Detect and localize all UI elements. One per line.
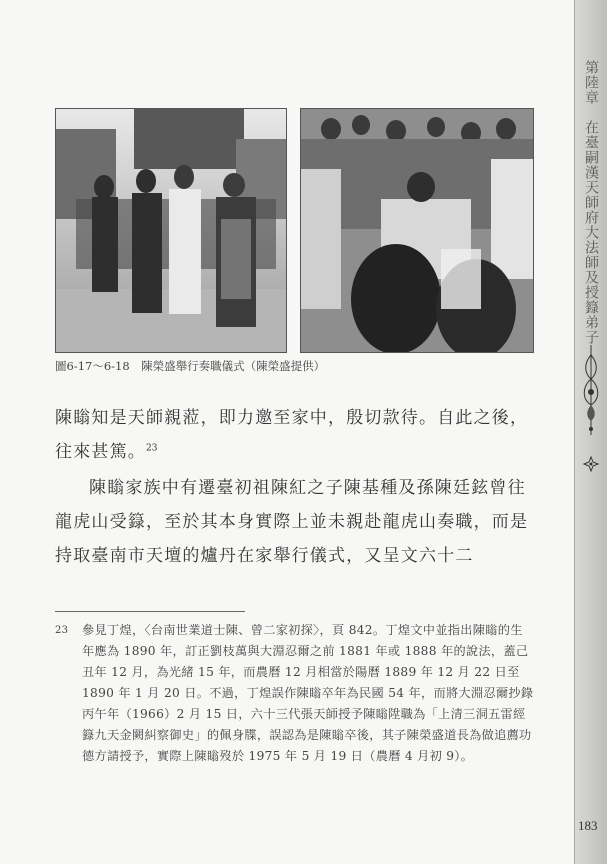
- decorative-ornament-icon: [580, 345, 602, 435]
- chapter-running-title: 第陸章 在臺嗣漢天師府大法師及授籙弟子: [583, 60, 599, 345]
- body-paragraph-1-text: 陳瞈知是天師親蒞，即力邀至家中，殷切款待。自此之後，往來甚篤。: [55, 408, 529, 462]
- figure-caption: 圖6-17～6-18 陳榮盛舉行奏職儀式（陳榮盛提供）: [55, 359, 326, 373]
- footnote-reference[interactable]: 23: [146, 443, 158, 454]
- flower-ornament-icon: [582, 455, 600, 473]
- side-strip-edge: [574, 0, 575, 864]
- footnote: [55, 620, 535, 767]
- page-number: 183: [578, 818, 598, 833]
- ceremony-photo-left: [55, 108, 287, 353]
- footnote-number: 23: [55, 625, 69, 636]
- footnote-text: 參見丁煌，〈台南世業道士陳、曾二家初探〉，頁 842。丁煌文中並指出陳瞈的生年應為 1890 年，訂正劉枝萬與大淵忍爾之前 1881 年或 1888 年的說法，蓋己丑年 12 月，為光緒 15 年，而農曆 12 月相當於陽曆 1889 年 12 月 22 日至 1890 年 1 月 20 日。不過，丁煌誤作陳瞈卒年為民國 54 年，而將大淵忍爾抄錄丙午年（1966）2 月 15 日，六十三代張天師授予陳瞈陞職為「上清三洞五雷經籙九天金闕糾察御史」的佩身牒，誤認為是陳瞈卒後，其子陳榮盛道長為做追薦功德方請授予，實際上陳瞈歿於 1975 年 5 月 19 日（農曆 4 月初 9）。: [82, 623, 534, 763]
- body-paragraph-1: [55, 401, 535, 469]
- body-paragraph-2: 陳瞈家族中有遷臺初祖陳紅之子陳基種及孫陳廷鉉曾往龍虎山受籙，至於其本身實際上並未親赴龍虎山奏職，而是持取臺南市天壇的爐丹在家舉行儀式，又呈文六十二: [55, 478, 529, 566]
- footnote-divider: [55, 611, 245, 612]
- ceremony-photo-right: [300, 108, 534, 353]
